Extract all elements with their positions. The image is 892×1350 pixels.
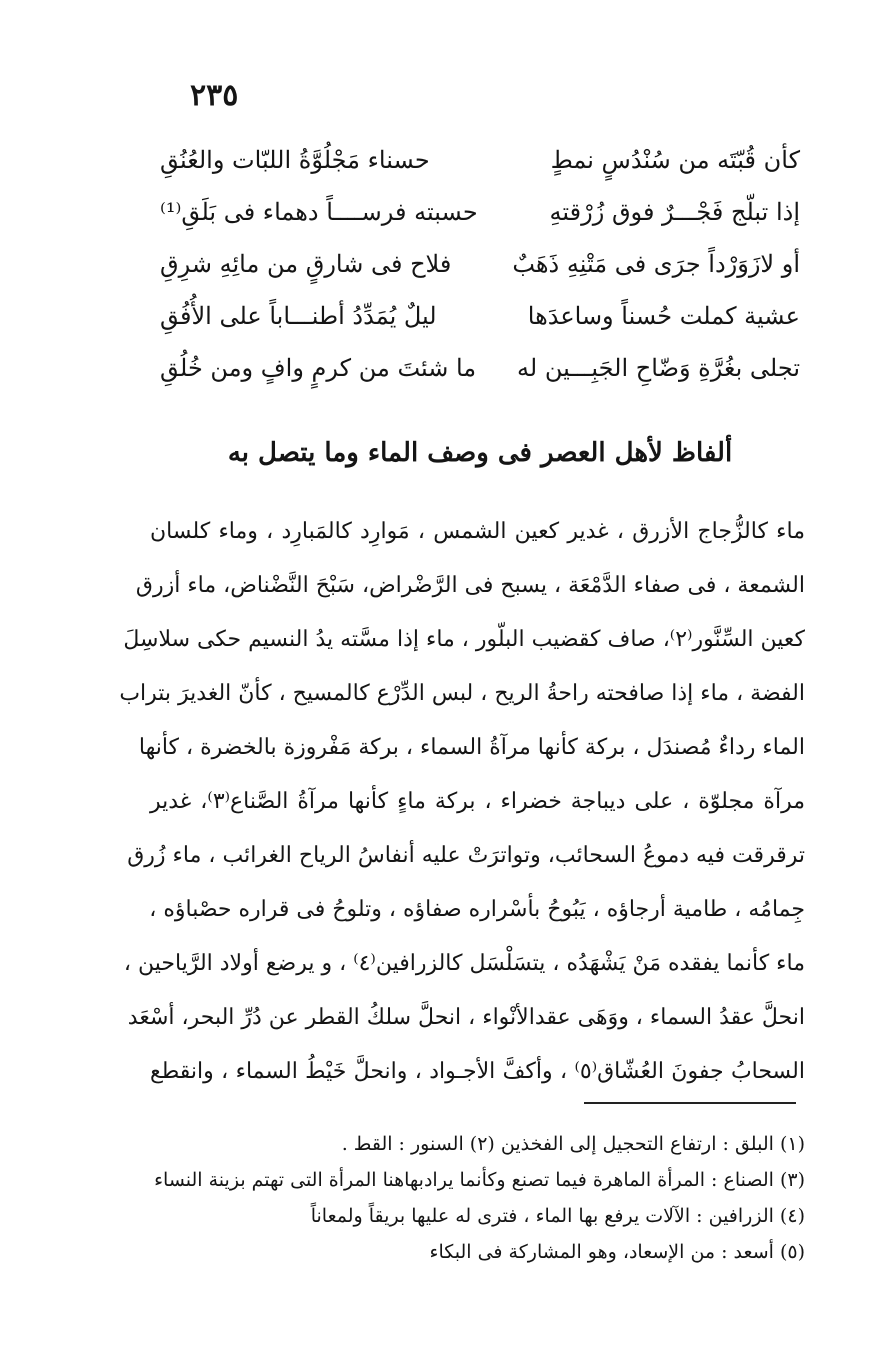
section-heading: ألفاظ لأهل العصر فى وصف الماء وما يتصل به bbox=[227, 438, 733, 468]
verse bbox=[160, 140, 800, 192]
verse-first-hemistich: تجلى بغُرَّةِ وَضّاحِ الجَبِـــين له bbox=[517, 354, 800, 382]
footnote: (٥) أسعد : من الإسعاد، وهو المشاركة فى البكاء bbox=[429, 1241, 805, 1263]
footnote: (٤) الزرافين : الآلات يرفع بها الماء ، فترى له عليها بريقاً ولمعاناً bbox=[310, 1205, 805, 1227]
footnote: (٣) الصناع : المرأة الماهرة فيما تصنع وكأنما يرادبهاهنا المرأة التى تهتم بزينة النساء bbox=[154, 1169, 805, 1191]
footnote-divider bbox=[584, 1102, 796, 1104]
verse-second-hemistich: حسبته فرســــاً دهماء فى بَلَقِ⁽¹⁾ bbox=[160, 198, 478, 226]
verse bbox=[160, 348, 800, 400]
prose-line: ترقرقت فيه دموعُ السحائب، وتواترَتْ عليه أنفاسُ الرياح الغرائب ، ماء زُرق bbox=[127, 843, 805, 868]
prose-line: مرآة مجلوّة ، على ديباجة خضراء ، بركة ماءٍ كأنها مرآةُ الصَّناع⁽٣⁾، غدير bbox=[150, 789, 805, 814]
prose-line: الماء رداءٌ مُصندَل ، بركة كأنها مرآةُ السماء ، بركة مَفْروزة بالخضرة ، كأنها bbox=[138, 735, 805, 760]
verse-second-hemistich: ما شئتَ من كرمٍ وافٍ ومن خُلُقِ bbox=[160, 354, 477, 382]
prose-body bbox=[119, 512, 805, 1106]
prose-line: الفضة ، ماء إذا صافحته راحةُ الريح ، لبس الدِّرْع كالمسيح ، كأنّ الغديرَ بتراب bbox=[119, 681, 805, 706]
poem-verses bbox=[160, 140, 800, 400]
verse-first-hemistich: كأن قُبّتَه من سُنْدُسٍ نمطٍ bbox=[550, 146, 800, 174]
verse-second-hemistich: ليلٌ يُمَدِّدُ أطنـــاباً على الأُفُقِ bbox=[160, 302, 437, 330]
page-number: ٢٣٥ bbox=[190, 78, 239, 113]
prose-line: كعين السِّنَّور⁽٢⁾، صاف كقضيب البلّور ، ماء إذا مسَّته يدُ النسيم حكى سلاسِلَ bbox=[123, 627, 805, 652]
verse-second-hemistich: حسناء مَجْلُوَّةُ اللبّات والعُنُقِ bbox=[160, 146, 430, 174]
footnotes bbox=[150, 1128, 805, 1272]
verse-first-hemistich: إذا تبلّج فَجْـــرٌ فوق زُرْقتهِ bbox=[549, 198, 800, 226]
verse-first-hemistich: عشية كملت حُسناً وساعدَها bbox=[527, 302, 800, 330]
verse bbox=[160, 192, 800, 244]
prose-line: ماء كالزُّجاج الأزرق ، غدير كعين الشمس ، مَوارِد كالمَبارِد ، وماء كلسان bbox=[150, 519, 805, 544]
prose-line: الشمعة ، فى صفاء الدَّمْعَة ، يسبح فى الرَّضْراض، سَبْحَ النَّضْناض، ماء أزرق bbox=[135, 573, 805, 598]
prose-line: ماء كأنما يفقده مَنْ يَشْهَدُه ، يتسَلْسَل كالزرافين⁽٤⁾ ، و يرضع أولاد الرَّياحين ، bbox=[123, 951, 805, 976]
verse-first-hemistich: أو لازَوَرْداً جرَى فى مَتْنِهِ ذَهَبٌ bbox=[512, 250, 800, 278]
prose-line: السحابُ جفونَ العُشّاق⁽٥⁾ ، وأكفَّ الأجـواد ، وانحلَّ خَيْطُ السماء ، وانقطع bbox=[150, 1059, 805, 1084]
footnote: (١) البلق : ارتفاع التحجيل إلى الفخذين (٢) السنور : القط . bbox=[341, 1133, 805, 1155]
verse bbox=[160, 244, 800, 296]
verse bbox=[160, 296, 800, 348]
prose-line: جِمامُه ، طامية أرجاؤه ، يَبُوحُ بأسْراره صفاؤه ، وتلوحُ فى قراره حصْباؤه ، bbox=[149, 897, 805, 922]
prose-line: انحلَّ عقدُ السماء ، ووَهَى عقدالأنْواء ، انحلَّ سلكُ القطر عن دُرِّ البحر، أسْعَد bbox=[127, 1005, 805, 1030]
verse-second-hemistich: فلاح فى شارقٍ من مائِهِ شرِقِ bbox=[160, 250, 452, 278]
